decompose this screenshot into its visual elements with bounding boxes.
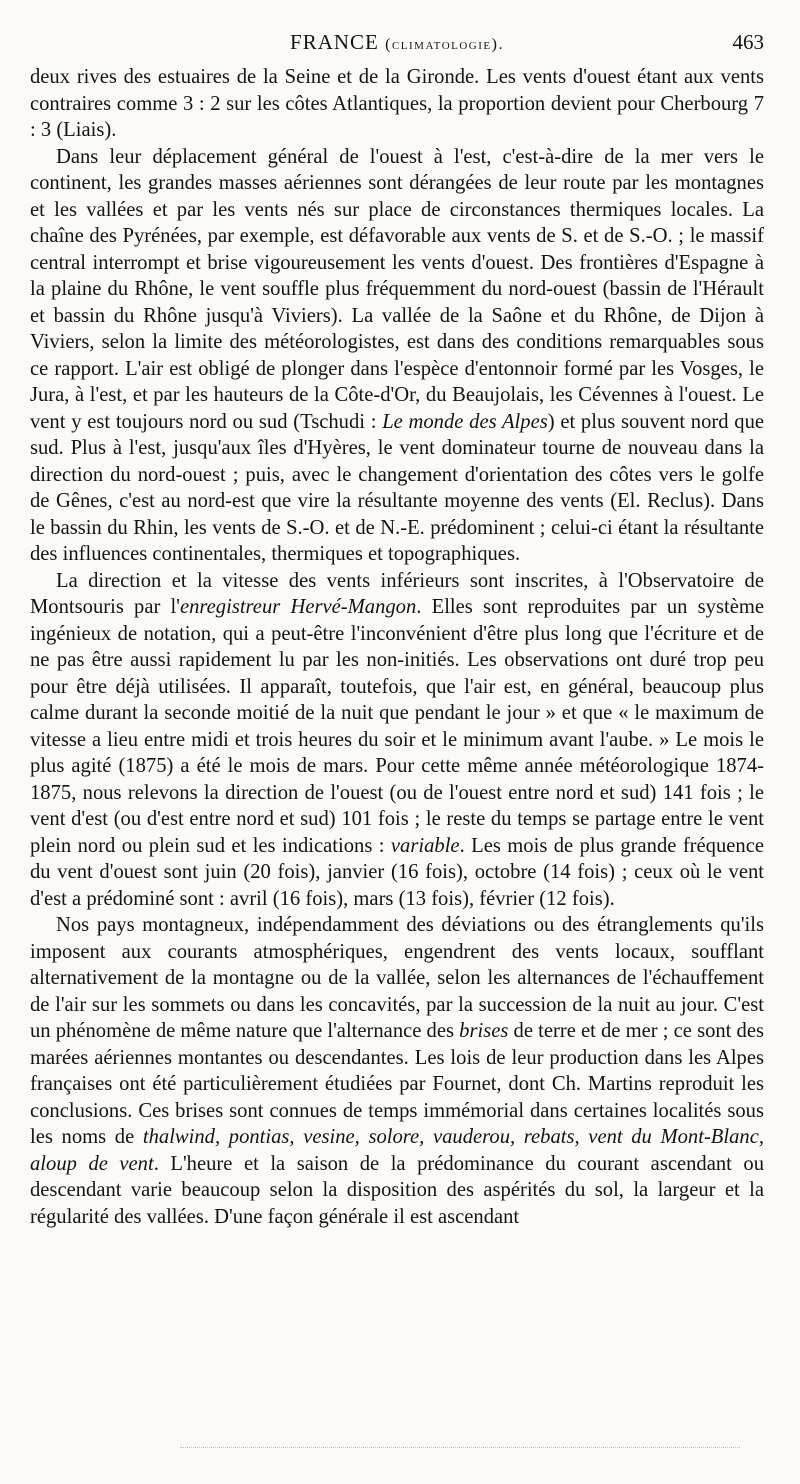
paragraph-4-text-a: Nos pays montagneux, indépendamment des déviations ou des étranglements qu'ils imposent aux courants atmosphériques, engendrent des vents locaux, soufflant alternativement de la montagne ou de la vallée, selon les alternances de l'échauffement de l'air sur les sommets ou dans les concavités, par la succession de la nuit au jour. C'est un phénomène de même nature que l'alternance des xyxy=(30,914,764,1042)
footer-scan-artifact xyxy=(180,1447,740,1450)
page-header xyxy=(30,30,764,60)
paragraph-3 xyxy=(30,568,764,913)
body-text xyxy=(30,64,764,1230)
paragraph-3-text-b: . Elles sont reproduites par un système ingénieux de notation, qui a peut-être l'inconvénient d'être plus long que l'écriture et de ne pas être aussi rapidement lu par les non-initiés. Les observations ont duré trop peu pour être déjà utilisées. Il apparaît, toutefois, que l'air est, en général, beaucoup plus calme durant la seconde moitié de la nuit que pendant le jour » et que « le maximum de vitesse a lieu entre midi et trois heures du soir et le minimum avant l'aube. » Le mois le plus agité (1875) a été le mois de mars. Pour cette même année météorologique 1874-1875, nous relevons la direction de l'ouest (ou de l'ouest entre nord et sud) 141 fois ; le vent d'est (ou d'est entre nord et sud) 101 fois ; le reste du temps se partage entre le vent plein nord ou plein sud et les indications : xyxy=(30,596,764,857)
paragraph-2-end: ) et plus souvent nord que sud. Plus à l'est, jusqu'aux îles d'Hyères, le vent dominateur tourne de nouveau dans la direction du nord-ouest ; puis, avec le changement d'orientation des côtes vers le golfe de Gênes, c'est au nord-est que vire la résultante moyenne des vents (El. Reclus). Dans le bassin du Rhin, les vents de S.-O. et de N.-E. prédominent ; celui-ci étant la résultante des influences continentales, thermiques et topographiques. xyxy=(30,410,765,565)
paragraph-2 xyxy=(30,144,764,568)
paragraph-4 xyxy=(30,912,764,1230)
paragraph-3-text-c: . Les mois de plus grande fréquence du vent d'ouest sont juin (20 fois), janvier (16 fois), octobre (14 fois) ; ceux où le vent d'est a prédominé sont : avril (16 fois), mars (13 fois), février (12 fois). xyxy=(30,834,764,910)
paragraph-4-italic: brises xyxy=(459,1020,509,1042)
paragraph-2-text: Dans leur déplacement général de l'ouest à l'est, c'est-à-dire de la mer vers le continent, les grandes masses aériennes sont dérangées de leur route par les montagnes et les vallées et par les vents nés sur place de circonstances thermiques locales. La chaîne des Pyrénées, par exemple, est défavorable aux vents de S. et de S.-O. ; le massif central interrompt et brise vigoureusement les vents d'ouest. Des frontières d'Espagne à la plaine du Rhône, le vent souffle plus fréquemment du nord-ouest (bassin de l'Hérault et bassin du Rhône jusqu'à Viviers). La vallée de la Saône et du Rhône, de Dijon à Viviers, selon la limite des météorologistes, est dans des conditions remarquables sous ce rapport. L'air est obligé de plonger dans l'espèce d'entonnoir formé par les Vosges, le Jura, à l'est, et par les hauteurs de la Côte-d'Or, du Beaujolais, les Cévennes à l'ouest. Le vent y est toujours nord ou sud (Tschudi : xyxy=(30,145,764,433)
running-head xyxy=(30,30,764,55)
paragraph-4-text-c: . L'heure et la saison de la prédominance du courant ascendant ou descendant varie beaucoup selon la disposition des aspérités du sol, la largeur et la régularité des vallées. D'une façon générale il est ascendant xyxy=(30,1152,764,1228)
paragraph-3-italic: enregistreur Hervé-Mangon xyxy=(179,596,417,618)
running-head-title: FRANCE xyxy=(290,30,379,54)
running-head-subtitle: (climatologie). xyxy=(385,36,504,53)
paragraph-3-italic-2: variable xyxy=(390,834,460,857)
paragraph-2-italic: Le monde des Alpes xyxy=(382,410,548,433)
paragraph-1: deux rives des estuaires de la Seine et de la Gironde. Les vents d'ouest étant aux vents contraires comme 3 : 2 sur les côtes Atlantiques, la proportion devient pour Cherbourg 7 : 3 (Liais). xyxy=(30,66,764,141)
paragraph-4-italic-2: thalwind, pontias, vesine, solore, vauderou, rebats, vent du Mont-Blanc, aloup de vent xyxy=(30,1126,764,1175)
page-number: 463 xyxy=(732,30,764,54)
paragraph-4-text-b: de terre et de mer ; ce sont des marées aériennes montantes ou descendantes. Les lois de leur production dans les Alpes françaises ont été particulièrement étudiées par Fournet, dont Ch. Martins reproduit les conclusions. Ces brises sont connues de temps immémorial dans certaines localités sous les noms de xyxy=(30,1020,764,1148)
paragraph-3-text-a: La direction et la vitesse des vents inférieurs sont inscrites, à l'Observatoire de Montsouris par l' xyxy=(30,569,764,618)
